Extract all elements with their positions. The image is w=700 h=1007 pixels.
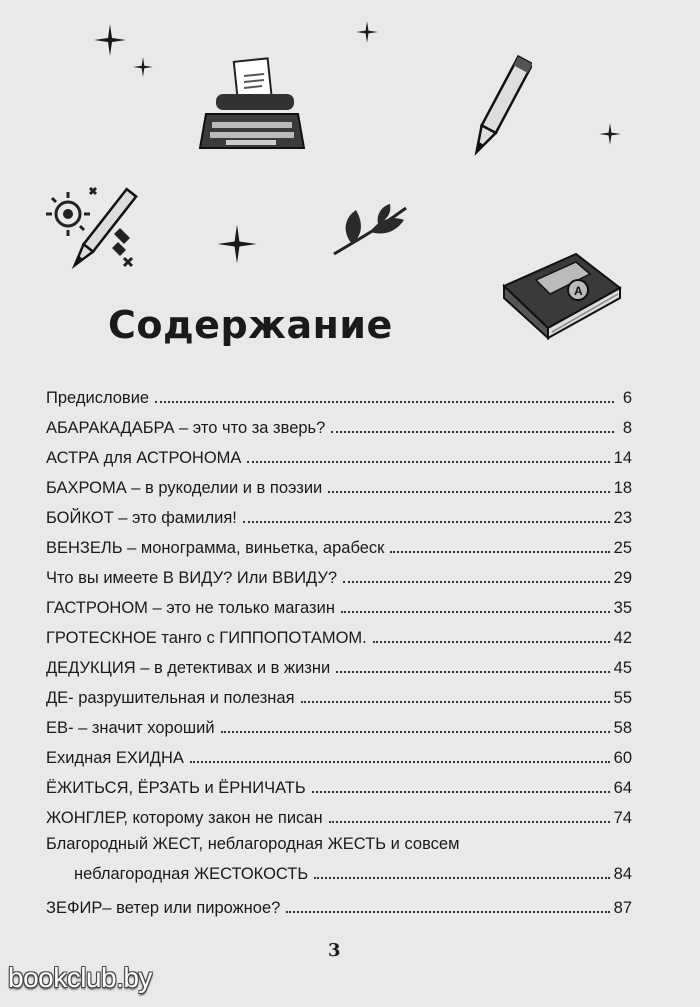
toc-entry bbox=[46, 648, 632, 678]
leader-dots bbox=[314, 876, 609, 879]
toc-entry-page: 58 bbox=[613, 719, 632, 737]
toc-entry bbox=[46, 588, 632, 618]
toc-entry-page: 42 bbox=[613, 629, 632, 647]
book-icon bbox=[496, 246, 626, 342]
toc-entry-title: ЁЖИТЬСЯ, ЁРЗАТЬ и ЁРНИЧАТЬ bbox=[46, 779, 306, 797]
toc-entry-title: ВЕНЗЕЛЬ – монограмма, виньетка, арабеск bbox=[46, 539, 385, 557]
toc-entry bbox=[46, 618, 632, 648]
toc-entry-page: 14 bbox=[613, 449, 632, 467]
toc-entry bbox=[46, 798, 632, 828]
toc-entry-title: Ехидная ЕХИДНА bbox=[46, 749, 184, 767]
toc-entry bbox=[46, 678, 632, 708]
toc-entry-title: БАХРОМА – в рукоделии и в поэзии bbox=[46, 479, 323, 497]
toc-entry-title: ГАСТРОНОМ – это не только магазин bbox=[46, 599, 335, 617]
leader-dots bbox=[328, 490, 609, 493]
toc-entry bbox=[46, 768, 632, 798]
leader-dots bbox=[286, 910, 609, 913]
toc-entry-page: 45 bbox=[613, 659, 632, 677]
toc-entry bbox=[46, 708, 632, 738]
toc-entry-page: 8 bbox=[622, 419, 632, 437]
toc-entry-title: ДЕ- разрушительная и полезная bbox=[46, 689, 295, 707]
leader-dots bbox=[247, 460, 609, 463]
svg-text:A: A bbox=[574, 284, 583, 298]
leader-dots bbox=[155, 400, 614, 403]
watermark: bookclub.by bbox=[8, 962, 152, 993]
toc-entry bbox=[46, 468, 632, 498]
toc-entry bbox=[46, 738, 632, 768]
toc-entry-title: ДЕДУКЦИЯ – в детективах и в жизни bbox=[46, 659, 331, 677]
leader-dots bbox=[190, 760, 610, 763]
toc-entry-page: 87 bbox=[613, 899, 632, 917]
toc-entry bbox=[46, 408, 632, 438]
toc-entry-page: 55 bbox=[613, 689, 632, 707]
toc-entry bbox=[46, 438, 632, 468]
toc-entry-title: АСТРА для АСТРОНОМА bbox=[46, 449, 242, 467]
toc-entry-title: БОЙКОТ – это фамилия! bbox=[46, 509, 237, 527]
leader-dots bbox=[331, 430, 614, 433]
toc-entry-title: ЖОНГЛЕР, которому закон не писан bbox=[46, 809, 323, 827]
leader-dots bbox=[390, 550, 609, 553]
leader-dots bbox=[312, 790, 610, 793]
toc-entry-title-line1: Благородный ЖЕСТ, неблагородная ЖЕСТЬ и совсем bbox=[46, 835, 460, 853]
typewriter-icon bbox=[196, 56, 308, 156]
leader-dots bbox=[329, 820, 610, 823]
toc-entry-page: 84 bbox=[613, 865, 632, 883]
toc-entry-page: 60 bbox=[613, 749, 632, 767]
toc-entry-multiline bbox=[46, 828, 632, 888]
toc-entry-title: ЗЕФИР– ветер или пирожное? bbox=[46, 899, 281, 917]
toc-entry-page: 74 bbox=[613, 809, 632, 827]
leader-dots bbox=[221, 730, 610, 733]
sparkle-icon bbox=[132, 56, 154, 78]
leader-dots bbox=[301, 700, 610, 703]
toc-entry-title: АБАРАКАДАБРА – это что за зверь? bbox=[46, 419, 326, 437]
toc-entry-page: 23 bbox=[613, 509, 632, 527]
sparkle-icon bbox=[355, 20, 379, 44]
pencil-icon bbox=[468, 50, 532, 166]
toc-entry-page: 35 bbox=[613, 599, 632, 617]
toc-entry-page: 64 bbox=[613, 779, 632, 797]
toc-entry bbox=[46, 378, 632, 408]
toc-entry-page: 6 bbox=[622, 389, 632, 407]
toc-entry-page: 25 bbox=[613, 539, 632, 557]
toc-entry-title: Предисловие bbox=[46, 389, 150, 407]
page-number: 3 bbox=[328, 940, 341, 961]
toc-entry bbox=[46, 528, 632, 558]
table-of-contents bbox=[46, 378, 632, 918]
leader-dots bbox=[343, 580, 610, 583]
leaf-branch-icon bbox=[330, 202, 412, 258]
leader-dots bbox=[336, 670, 609, 673]
page-title: Содержание bbox=[108, 303, 393, 347]
toc-entry-title: Что вы имеете В ВИДУ? Или ВВИДУ? bbox=[46, 569, 338, 587]
toc-entry bbox=[46, 888, 632, 918]
sparkle-icon bbox=[215, 222, 259, 266]
leader-dots bbox=[373, 640, 610, 643]
toc-entry bbox=[46, 498, 632, 528]
toc-entry bbox=[46, 558, 632, 588]
toc-entry-page: 18 bbox=[613, 479, 632, 497]
toc-entry-title: ГРОТЕСКНОЕ танго с ГИППОПОТАМОМ. bbox=[46, 629, 367, 647]
leader-dots bbox=[341, 610, 610, 613]
toc-entry-page: 29 bbox=[613, 569, 632, 587]
sparkle-icon bbox=[598, 122, 622, 146]
toc-entry-title-line2: неблагородная ЖЕСТОКОСТЬ bbox=[74, 865, 309, 883]
toc-entry-title: ЕВ- – значит хороший bbox=[46, 719, 215, 737]
leader-dots bbox=[243, 520, 610, 523]
sparkle-pencil-icon bbox=[40, 178, 158, 288]
sparkle-icon bbox=[92, 22, 128, 58]
